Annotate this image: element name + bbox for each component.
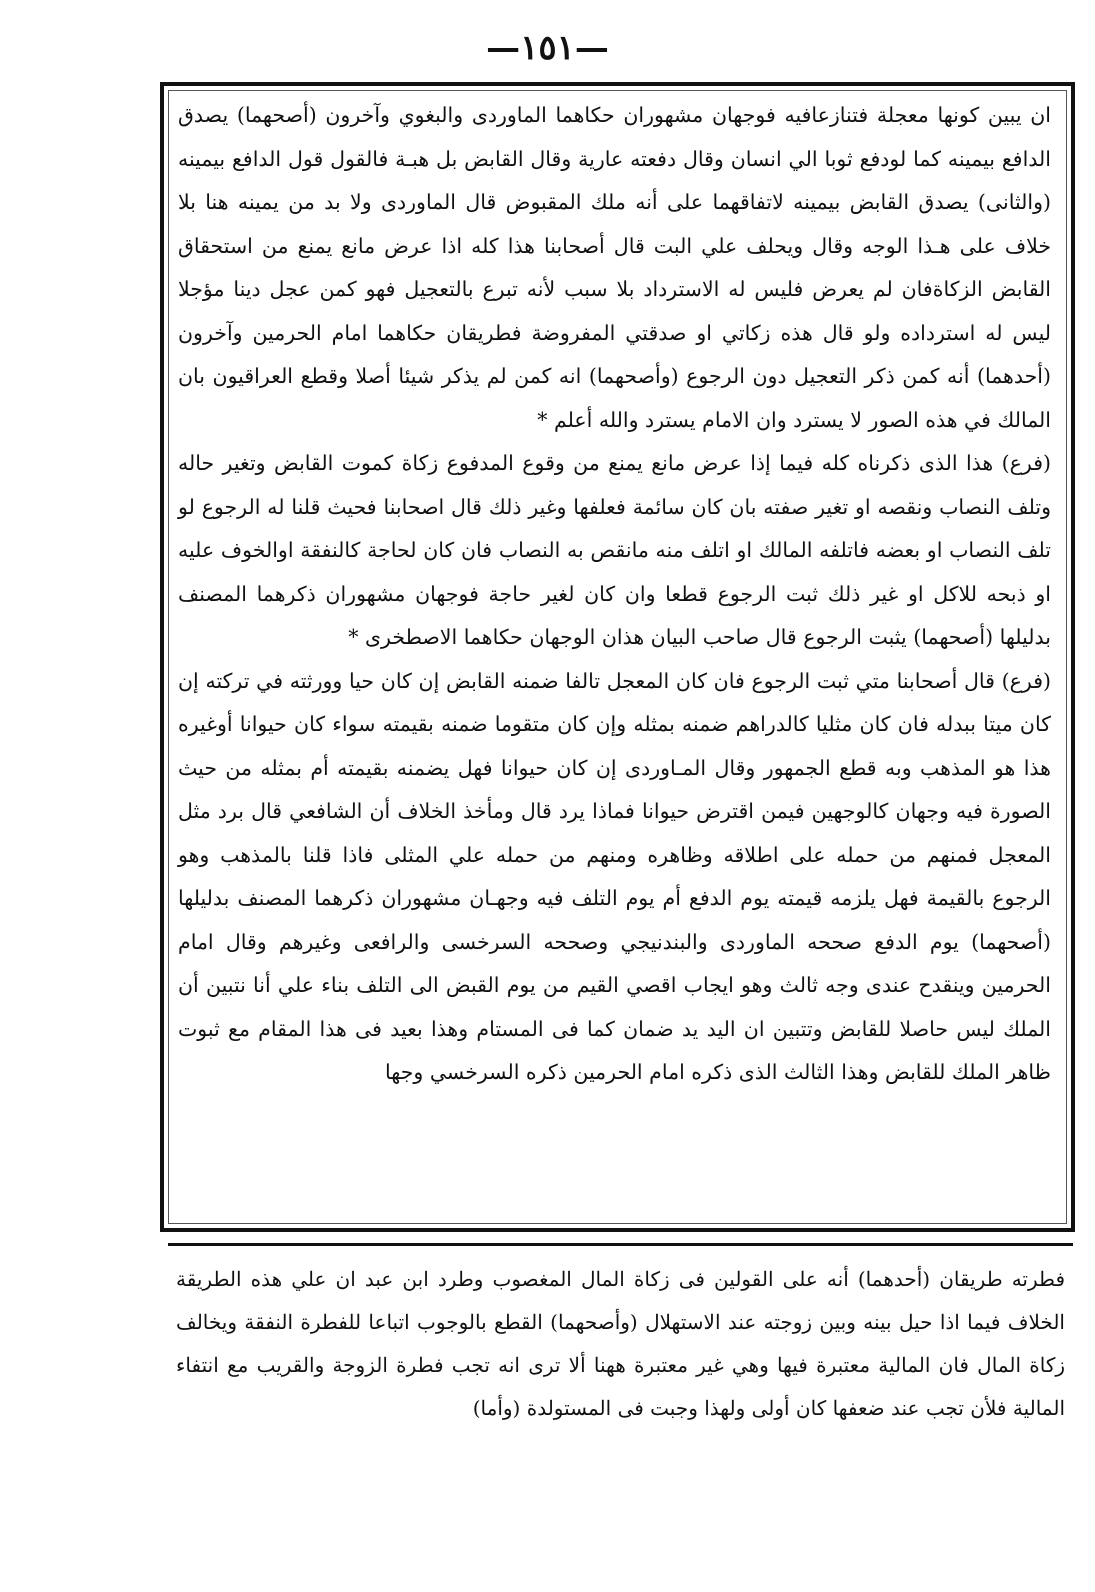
main-text-frame — [160, 82, 1075, 1232]
main-paragraph-2: (فرع) هذا الذى ذكرناه كله فيما إذا عرض مانع يمنع من وقوع المدفوع زكاة كموت القابض وتغير حاله وتلف النصاب ونقصه او تغير صفته بان كان سائمة فعلفها وغير ذلك قال اصحابنا فحيث قلنا له الرجوع لو تلف النصاب او بعضه فاتلفه المالك او اتلف منه مانقص به النصاب فان كان لحاجة كالنفقة اوالخوف عليه او ذبحه للاكل او غير ذلك ثبت الرجوع قطعا وان كان لغير حاجة فوجهان مشهوران ذكرهما المصنف بدليلها (أصحهما) يثبت الرجوع قال صاحب البيان هذان الوجهان حكاهما الاصطخرى * — [178, 451, 1051, 649]
main-paragraph-1: ان يبين كونها معجلة فتنازعافيه فوجهان مشهوران حكاهما الماوردى والبغوي وآخرون (أصحهما) يصدق الدافع بيمينه كما لودفع ثوبا الي انسان وقال دفعته عارية وقال القابض بل هبـة فالقول قول الدافع بيمينه (والثانى) يصدق القابض بيمينه لاتفاقهما على أنه ملك المقبوض قال الماوردى ولا بد من يمينه هنا بلا خلاف على هـذا الوجه وقال ويحلف علي البت قال أصحابنا هذا كله اذا عرض مانع يمنع من استحقاق القابض الزكاةفان لم يعرض فليس له الاسترداد بلا سبب لأنه تبرع بالتعجيل فهو كمن عجل دينا مؤجلا ليس له استرداده ولو قال هذه زكاتي او صدقتي المفروضة فطريقان حكاهما امام الحرمين وآخرون (أحدهما) أنه كمن ذكر التعجيل دون الرجوع (وأصحهما) انه كمن لم يذكر شيئا أصلا وقطع العراقيون بان المالك في هذه الصور لا يسترد وان الامام يسترد والله أعلم * — [178, 103, 1051, 432]
footnote-divider — [168, 1243, 1073, 1246]
page-number: —١٥١— — [486, 28, 609, 68]
footnote-text: فطرته طريقان (أحدهما) أنه على القولين فى زكاة المال المغصوب وطرد ابن عبد ان علي هذه الطريقة الخلاف فيما اذا حيل بينه وبين زوجته عند الاستهلال (وأصحهما) القطع بالوجوب اتباعا للفطرة النفقة ويخالف زكاة المال فان المالية معتبرة فيها وهي غير معتبرة ههنا ألا ترى انه تجب فطرة الزوجة والقريب مع انتفاء المالية فلأن تجب عند ضعفها كان أولى ولهذا وجبت فى المستولدة (وأما) — [176, 1267, 1065, 1420]
main-text-body — [178, 94, 1051, 1095]
main-paragraph-3: (فرع) قال أصحابنا متي ثبت الرجوع فان كان المعجل تالفا ضمنه القابض إن كان حيا وورثته في تركته إن كان ميتا ببدله فان كان مثليا كالدراهم ضمنه بمثله وإن كان متقوما ضمنه بقيمته سواء كان حيوانا أوغيره هذا هو المذهب وبه قطع الجمهور وقال المـاوردى إن كان حيوانا فهل يضمنه بقيمته أم بمثله من حيث الصورة فيه وجهان كالوجهين فيمن اقترض حيوانا فماذا يرد قال ومأخذ الخلاف أن الشافعي قال برد مثل المعجل فمنهم من حمله على اطلاقه وظاهره ومنهم من حمله علي المثلى فاذا قلنا بالمذهب وهو الرجوع بالقيمة فهل يلزمه قيمته يوم الدفع أم يوم التلف فيه وجهـان مشهوران ذكرهما المصنف بدليلها (أصحهما) يوم الدفع صححه الماوردى والبندنيجي وصححه السرخسى والرافعى وغيرهم وقال امام الحرمين وينقدح عندى وجه ثالث وهو ايجاب اقصي القيم من يوم القبض الى التلف بناء علي أنا نتبين أن الملك ليس حاصلا للقابض وتتبين ان اليد يد ضمان كما فى المستام وهذا بعيد فى هذا المقام مع ثبوت ظاهر الملك للقابض وهذا الثالث الذى ذكره امام الحرمين ذكره السرخسي وجها — [178, 668, 1051, 1084]
footnote — [168, 1258, 1073, 1430]
